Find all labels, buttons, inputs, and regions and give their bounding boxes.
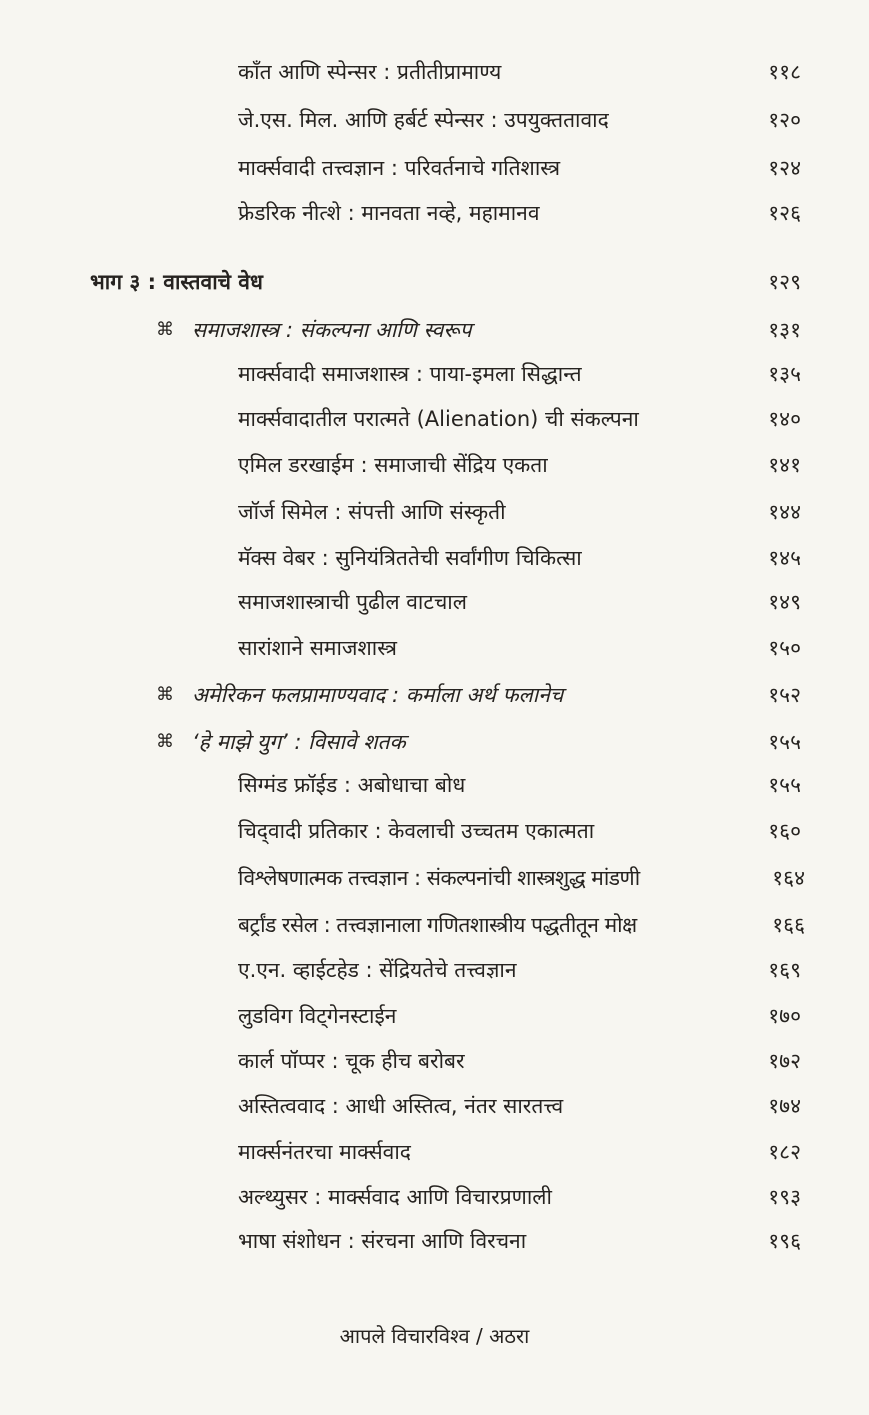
entry-page: १२६ [768, 201, 801, 225]
entry-page: १५५ [768, 773, 801, 797]
entry-page: १३१ [768, 318, 801, 342]
toc-chapter [0, 722, 869, 762]
page-footer: आपले विचारविश्व / अठरा [339, 1324, 530, 1348]
toc-entry [0, 354, 869, 394]
entry-page: ११८ [768, 60, 801, 84]
toc-chapter [0, 310, 869, 350]
toc-entry [0, 148, 869, 188]
toc-entry [0, 858, 869, 898]
entry-page: १४४ [768, 500, 801, 524]
entry-title: कार्ल पॉप्पर : चूक हीच बरोबर [238, 1049, 465, 1073]
toc-entry [0, 445, 869, 485]
entry-page: १५० [768, 636, 801, 660]
entry-title: मार्क्सवादातील परात्मते (Alienation) ची संकल्पना [238, 407, 639, 431]
place-of-interest-icon: ⌘ [156, 684, 174, 705]
entry-title: एमिल डरखाईम : समाजाची सेंद्रिय एकता [238, 453, 548, 477]
toc-entry [0, 538, 869, 578]
toc-part-heading [0, 262, 869, 302]
entry-page: १४१ [768, 453, 801, 477]
entry-page: १६४ [772, 866, 805, 890]
entry-title: अस्तित्ववाद : आधी अस्तित्व, नंतर सारतत्त्व [238, 1094, 564, 1118]
entry-page: १९६ [768, 1229, 801, 1253]
toc-entry [0, 905, 869, 945]
entry-page: १४९ [768, 590, 801, 614]
toc-entry [0, 996, 869, 1036]
entry-page: १६० [768, 819, 801, 843]
toc-entry [0, 52, 869, 92]
toc-entry [0, 1041, 869, 1081]
entry-title: लुडविग विट्‌गेनस्टाईन [238, 1004, 397, 1028]
entry-page: १७२ [768, 1049, 801, 1073]
entry-title: विश्लेषणात्मक तत्त्वज्ञान : संकल्पनांची शास्त्रशुद्ध मांडणी [238, 866, 640, 890]
entry-page: १४० [768, 407, 801, 431]
entry-title: फ्रेडरिक नीत्शे : मानवता नव्हे, महामानव [238, 201, 540, 225]
toc-entry [0, 628, 869, 668]
chapter-title: ‘हे माझे युग’ : विसावे शतक [192, 730, 406, 754]
toc-entry [0, 1086, 869, 1126]
toc-entry [0, 399, 869, 439]
entry-title: ए.एन. व्हाईटहेड : सेंद्रियतेचे तत्त्वज्ञान [238, 958, 517, 982]
entry-title: मॅक्स वेबर : सुनियंत्रिततेची सर्वांगीण चिकित्सा [238, 546, 582, 570]
entry-page: १२० [768, 108, 801, 132]
entry-page: १५५ [768, 730, 801, 754]
entry-page: १५२ [768, 683, 801, 707]
toc-entry [0, 1221, 869, 1261]
entry-title: जॉर्ज सिमेल : संपत्ती आणि संस्कृती [238, 500, 506, 524]
entry-page: १६६ [772, 913, 805, 937]
entry-page: १८२ [768, 1140, 801, 1164]
place-of-interest-icon: ⌘ [156, 319, 174, 340]
entry-title: समाजशास्त्राची पुढील वाटचाल [238, 590, 467, 614]
toc-entry [0, 1132, 869, 1172]
entry-title: जे.एस. मिल. आणि हर्बर्ट स्पेन्सर : उपयुक्ततावाद [238, 108, 609, 132]
toc-entry [0, 950, 869, 990]
entry-page: १२४ [768, 156, 801, 180]
entry-title: मार्क्सवादी समाजशास्त्र : पाया-इमला सिद्धान्त [238, 362, 582, 386]
toc-entry [0, 1177, 869, 1217]
entry-page: १४५ [768, 546, 801, 570]
entry-title: भाषा संशोधन : संरचना आणि विरचना [238, 1229, 527, 1253]
entry-page: १७४ [768, 1094, 801, 1118]
toc-entry [0, 193, 869, 233]
toc-entry [0, 100, 869, 140]
entry-title: बर्ट्रांड रसेल : तत्त्वज्ञानाला गणितशास्त्रीय पद्धतीतून मोक्ष [238, 913, 637, 937]
place-of-interest-icon: ⌘ [156, 731, 174, 752]
toc-entry [0, 765, 869, 805]
toc-entry [0, 582, 869, 622]
entry-page: १९३ [768, 1185, 801, 1209]
toc-entry [0, 811, 869, 851]
entry-title: मार्क्सनंतरचा मार्क्सवाद [238, 1140, 411, 1164]
entry-page: १६९ [768, 958, 801, 982]
entry-title: सारांशाने समाजशास्त्र [238, 636, 397, 660]
part-title: भाग ३ : वास्तवाचे वेध [90, 270, 263, 294]
entry-page: १२९ [768, 270, 801, 294]
entry-title: अल्थ्युसर : मार्क्सवाद आणि विचारप्रणाली [238, 1185, 552, 1209]
toc-chapter [0, 675, 869, 715]
entry-page: १७० [768, 1004, 801, 1028]
chapter-title: समाजशास्त्र : संकल्पना आणि स्वरूप [192, 318, 472, 342]
toc-entry [0, 492, 869, 532]
entry-title: सिग्मंड फ्रॉईड : अबोधाचा बोध [238, 773, 466, 797]
chapter-title: अमेरिकन फलप्रामाण्यवाद : कर्माला अर्थ फलानेच [192, 683, 564, 707]
entry-title: चिद्‌वादी प्रतिकार : केवलाची उच्चतम एकात्मता [238, 819, 595, 843]
entry-title: मार्क्सवादी तत्त्वज्ञान : परिवर्तनाचे गतिशास्त्र [238, 156, 561, 180]
entry-page: १३५ [768, 362, 801, 386]
entry-title: काँत आणि स्पेन्सर : प्रतीतीप्रामाण्य [238, 60, 502, 84]
